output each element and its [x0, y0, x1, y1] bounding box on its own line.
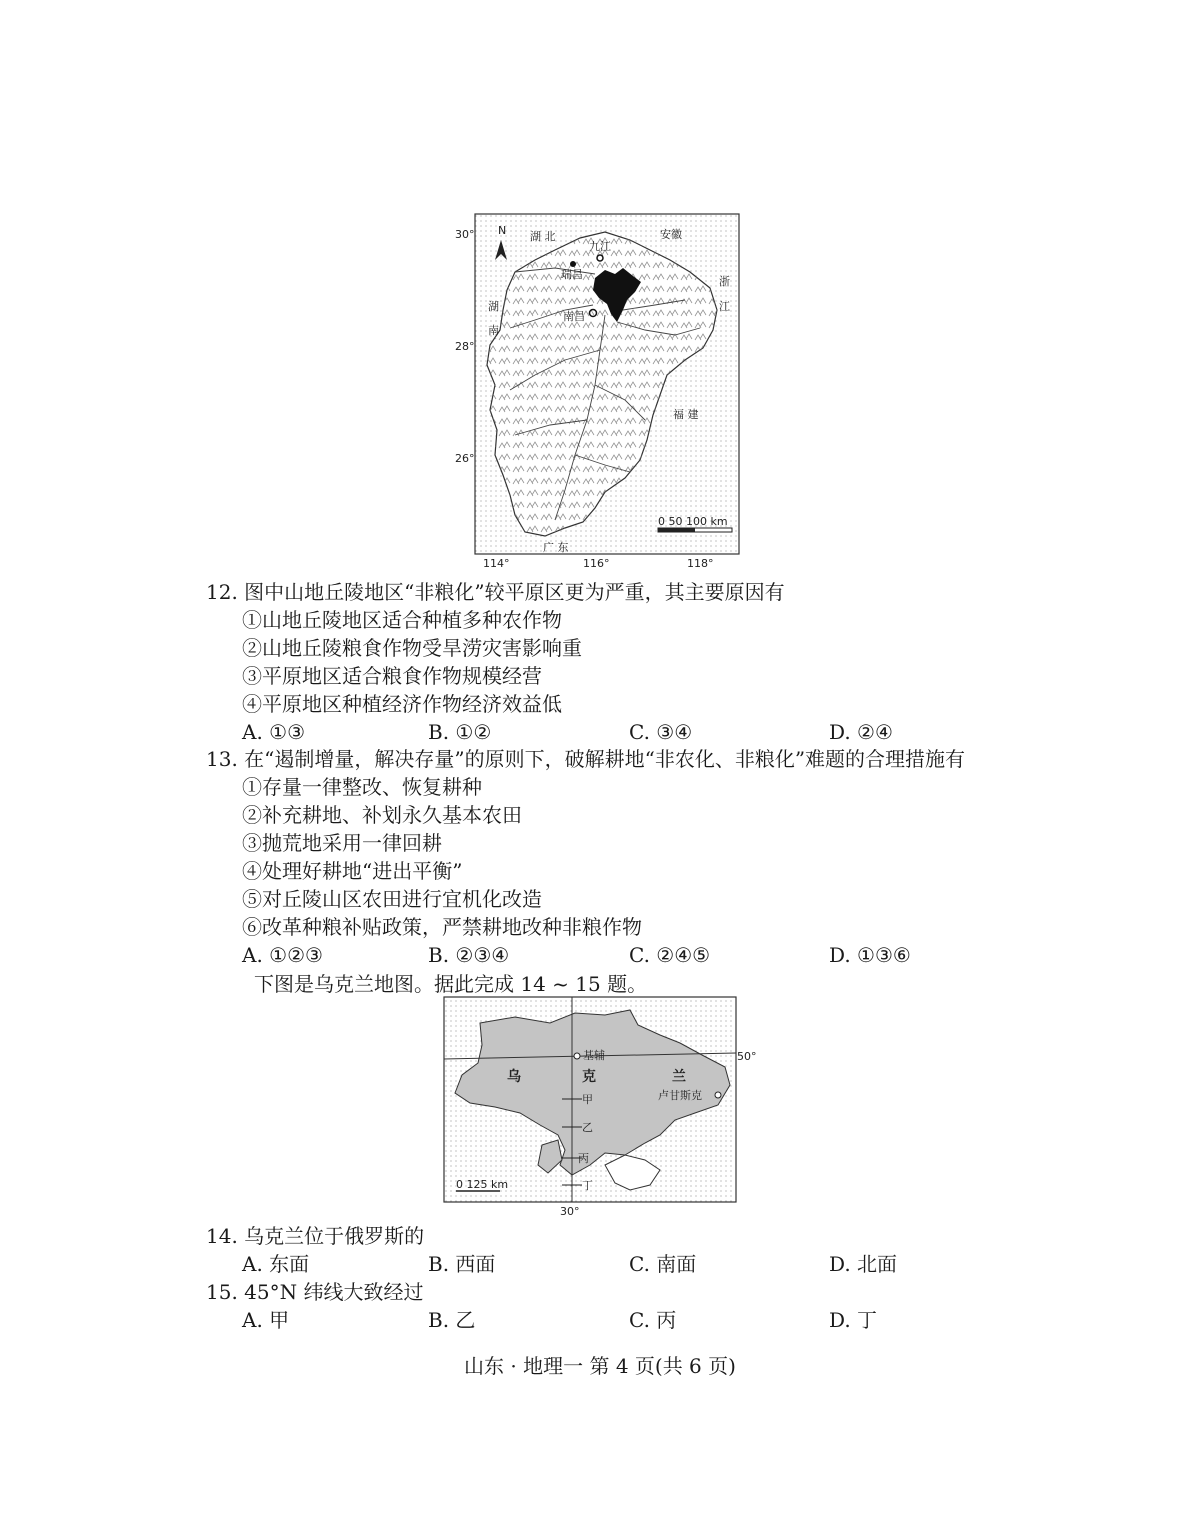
- city-ruichang: 瑞昌: [561, 268, 583, 281]
- q13-choice-c[interactable]: C. ②④⑤: [629, 943, 711, 967]
- label-hunan-2: 南: [488, 324, 499, 337]
- q13-stem: 13. 在“遏制增量，解决存量”的原则下，破解耕地“非农化、非粮化”难题的合理措施有: [206, 747, 966, 771]
- label-anhui: 安徽: [660, 228, 682, 241]
- q12-choice-a[interactable]: A. ①③: [242, 720, 306, 744]
- lon-118: 118°: [687, 557, 714, 570]
- lat-50-label: 50°: [737, 1050, 757, 1063]
- q14-choice-a[interactable]: A. 东面: [242, 1252, 310, 1276]
- point-ding: 丁: [582, 1179, 593, 1192]
- city-jiujiang: 九江: [589, 240, 611, 253]
- q15-choice-c[interactable]: C. 丙: [629, 1308, 677, 1332]
- q13-choices: [242, 941, 962, 969]
- q12-choice-b[interactable]: B. ①②: [428, 720, 492, 744]
- q13-item-6: ⑥改革种粮补贴政策，严禁耕地改种非粮作物: [242, 915, 642, 939]
- city-kyiv: 基辅: [583, 1049, 605, 1062]
- city-luhansk: 卢甘斯克: [658, 1089, 702, 1102]
- city-nanchang: 南昌: [563, 310, 585, 323]
- q12-item-3: ③平原地区适合粮食作物规模经营: [242, 664, 542, 688]
- q14-choice-d[interactable]: D. 北面: [829, 1252, 898, 1276]
- q14-stem: 14. 乌克兰位于俄罗斯的: [206, 1224, 425, 1248]
- q15-choice-b[interactable]: B. 乙: [428, 1308, 476, 1332]
- label-hunan-1: 湖: [488, 300, 499, 313]
- q14-choice-c[interactable]: C. 南面: [629, 1252, 697, 1276]
- q12-item-2: ②山地丘陵粮食作物受旱涝灾害影响重: [242, 636, 582, 660]
- section-intro: 下图是乌克兰地图。据此完成 14 ~ 15 题。: [254, 972, 648, 996]
- lat-28: 28°: [455, 340, 475, 353]
- q13-item-5: ⑤对丘陵山区农田进行宜机化改造: [242, 887, 542, 911]
- page-footer: 山东 · 地理一 第 4 页(共 6 页): [464, 1354, 736, 1378]
- lon-114: 114°: [483, 557, 510, 570]
- label-zhejiang-1: 浙: [719, 275, 730, 288]
- q15-stem: 15. 45°N 纬线大致经过: [206, 1280, 424, 1304]
- q13-choice-a[interactable]: A. ①②③: [242, 943, 323, 967]
- scale-bar: [658, 515, 732, 532]
- q12-item-1: ①山地丘陵地区适合种植多种农作物: [242, 608, 562, 632]
- label-fujian: 福 建: [673, 408, 699, 421]
- label-hubei: 湖 北: [530, 230, 556, 243]
- q12-choice-d[interactable]: D. ②④: [829, 720, 893, 744]
- q13-item-2: ②补充耕地、补划永久基本农田: [242, 803, 522, 827]
- point-bing: 丙: [578, 1152, 589, 1165]
- country-char-2: 克: [582, 1069, 596, 1085]
- svg-text:N: N: [498, 224, 507, 237]
- q13-item-4: ④处理好耕地“进出平衡”: [242, 859, 463, 883]
- q13-choice-d[interactable]: D. ①③⑥: [829, 943, 911, 967]
- q12-stem: 12. 图中山地丘陵地区“非粮化”较平原区更为严重，其主要原因有: [206, 580, 785, 604]
- label-zhejiang-2: 江: [719, 300, 730, 313]
- q12-item-4: ④平原地区种植经济作物经济效益低: [242, 692, 562, 716]
- q15-choice-d[interactable]: D. 丁: [829, 1308, 878, 1332]
- country-char-1: 乌: [507, 1069, 521, 1085]
- q14-choices: [242, 1250, 962, 1278]
- q13-item-3: ③抛荒地采用一律回耕: [242, 831, 442, 855]
- svg-text:0 125 km: 0 125 km: [456, 1178, 509, 1191]
- country-char-3: 兰: [672, 1069, 686, 1085]
- q12-choice-c[interactable]: C. ③④: [629, 720, 693, 744]
- q15-choice-a[interactable]: A. 甲: [242, 1308, 290, 1332]
- ukraine-map: [440, 995, 760, 1217]
- lat-30: 30°: [455, 228, 475, 241]
- svg-text:0 50 100 km: 0 50 100 km: [658, 515, 728, 528]
- lon-30-label: 30°: [560, 1205, 580, 1217]
- q15-choices: [242, 1306, 962, 1334]
- q13-item-1: ①存量一律整改、恢复耕种: [242, 775, 482, 799]
- jiangxi-map: [455, 210, 745, 570]
- label-guangdong: 广 东: [543, 541, 569, 554]
- lat-26: 26°: [455, 452, 475, 465]
- point-yi: 乙: [582, 1121, 593, 1134]
- point-jia: 甲: [582, 1093, 593, 1106]
- ukraine-scale-bar: [456, 1178, 508, 1191]
- q13-choice-b[interactable]: B. ②③④: [428, 943, 510, 967]
- q12-choices: [242, 718, 962, 746]
- lon-116: 116°: [583, 557, 610, 570]
- q14-choice-b[interactable]: B. 西面: [428, 1252, 496, 1276]
